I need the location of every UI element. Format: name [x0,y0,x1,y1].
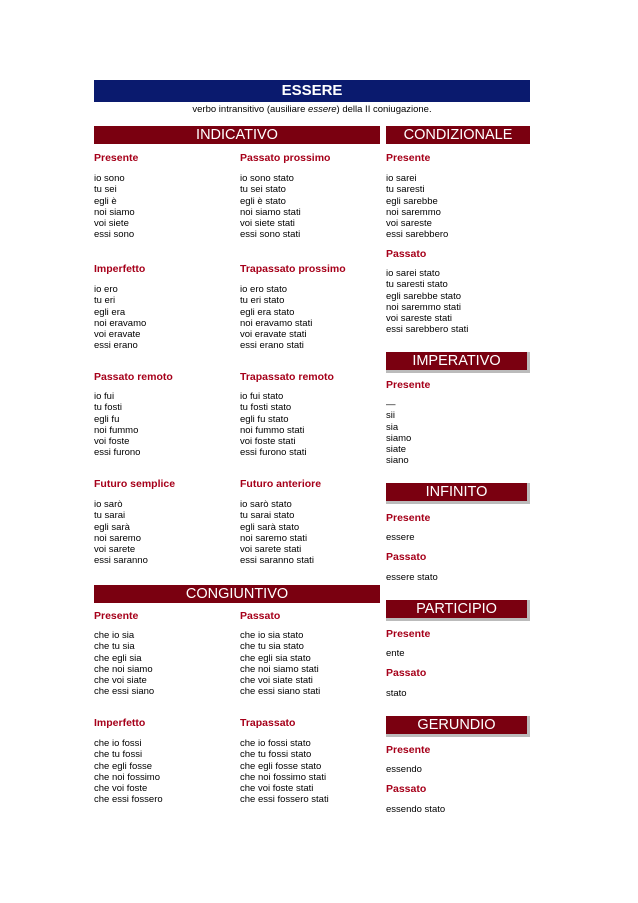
indicativo-passato-remoto-list [94,391,140,459]
conjugation-line: essi furono stati [240,447,307,459]
conjugation-line: tu eri [94,295,116,307]
conjugation-line: noi fummo [94,424,139,436]
indicativo-presente-title: Presente [94,152,139,164]
conjugation-line: che egli sia stato [240,652,311,664]
conjugation-line: essi saranno stati [240,555,314,567]
participio-passato-title: Passato [386,667,427,679]
conjugation-line: che voi foste [94,783,148,795]
indicativo-passato-prossimo-list [240,173,301,241]
congiuntivo-passato-title: Passato [240,610,281,622]
imperativo-presente-title: Presente [386,379,431,391]
conjugation-line: essi erano stati [240,340,304,352]
indicativo-passato-remoto-title: Passato remoto [94,371,173,383]
conjugation-line: noi saremo stati [240,532,308,544]
conjugation-line: noi saremmo [386,206,441,218]
conjugation-line: io sarei [386,173,417,184]
conjugation-line: voi sarete stati [240,544,302,556]
conjugation-line: voi sareste [386,218,432,230]
infinito-passato-title: Passato [386,551,427,563]
conjugation-line: che tu fossi [94,749,143,761]
page-title: ESSERE [94,80,530,102]
conjugation-line: io sarei stato [386,268,440,279]
participio-header: PARTICIPIO [386,600,530,621]
gerundio-presente-value: essendo [386,764,422,775]
conjugation-line: tu sei [94,184,117,196]
conjugation-line: che io fossi [94,738,142,749]
conjugation-line: essi sono stati [240,229,301,241]
indicativo-trapassato-prossimo-title: Trapassato prossimo [240,263,346,275]
conjugation-line: essi furono [94,447,141,459]
indicativo-trapassato-prossimo-list [240,284,312,352]
conjugation-line: tu sarai [94,510,126,522]
conjugation-line: che essi siano stati [240,686,321,698]
conjugation-line: che io fossi stato [240,738,311,749]
indicativo-trapassato-remoto-title: Trapassato remoto [240,371,334,383]
congiuntivo-imperfetto-list [94,738,163,806]
conjugation-line: egli è stato [240,195,286,207]
gerundio-passato-value: essendo stato [386,804,446,815]
conjugation-line: che noi fossimo stati [240,771,327,783]
congiuntivo-imperfetto-title: Imperfetto [94,717,146,729]
conjugation-line: essi sono [94,229,135,241]
conjugation-line: voi eravate [94,329,141,341]
gerundio-passato-title: Passato [386,783,427,795]
conjugation-line: voi foste stati [240,436,296,448]
conjugation-line: io ero stato [240,284,287,295]
conjugation-line: egli sarà [94,521,130,533]
indicativo-trapassato-remoto-list [240,391,307,459]
conjugation-line: egli era stato [240,306,295,318]
condizionale-presente-list [386,173,448,241]
indicativo-header: INDICATIVO [94,126,380,144]
conjugation-line: voi eravate stati [240,329,307,341]
conjugation-line: tu saresti [386,184,425,196]
conjugation-line: che io sia [94,630,135,641]
conjugation-line: che essi siano [94,686,155,698]
conjugation-line: egli fu stato [240,413,289,425]
condizionale-presente-title: Presente [386,152,431,164]
conjugation-line: noi saremo [94,532,141,544]
conjugation-line: voi foste [94,436,130,448]
conjugation-line: io fui [94,391,115,402]
infinito-presente-value: essere [386,532,415,543]
conjugation-line: essi erano [94,340,138,352]
participio-presente-title: Presente [386,628,431,640]
subtitle: verbo intransitivo (ausiliare essere) della II coniugazione. [192,104,432,115]
congiuntivo-passato-list [240,630,320,698]
indicativo-presente-list [94,173,135,241]
indicativo-imperfetto-list [94,284,146,352]
congiuntivo-presente-list [94,630,154,698]
conjugation-line: tu sarai stato [240,510,295,522]
conjugation-line: essi saranno [94,555,148,567]
congiuntivo-trapassato-list [240,738,329,806]
conjugation-line: io ero [94,284,118,295]
conjugation-line: essi sarebbero [386,229,449,241]
conjugation-line: sii [386,410,395,422]
conjugation-line: noi siamo stati [240,206,301,218]
conjugation-line: che tu sia stato [240,641,304,653]
conjugation-line: egli fu [94,413,120,425]
conjugation-line: tu fosti [94,402,122,414]
conjugation-line: che tu sia [94,641,135,653]
condizionale-passato-title: Passato [386,248,427,260]
conjugation-line: tu saresti stato [386,279,448,291]
conjugation-line: che voi siate [94,675,147,687]
conjugation-line: voi sarete [94,544,136,556]
conjugation-line: che essi fossero [94,794,163,806]
conjugation-line: noi siamo [94,206,135,218]
indicativo-futuro-anteriore-title: Futuro anteriore [240,478,322,490]
conjugation-line: tu sei stato [240,184,286,196]
participio-presente-value: ente [386,648,405,659]
conjugation-line: tu eri stato [240,295,285,307]
conjugation-line: egli sarebbe stato [386,290,461,302]
congiuntivo-header: CONGIUNTIVO [94,585,380,603]
conjugation-line: che egli fosse [94,760,153,772]
conjugation-line: egli era [94,306,126,318]
conjugation-line: che egli fosse stato [240,760,322,772]
conjugation-line: sia [386,421,399,433]
conjugation-line: essi sarebbero stati [386,324,469,336]
conjugation-line: noi eravamo [94,317,147,329]
conjugation-line: — [386,399,396,410]
congiuntivo-trapassato-title: Trapassato [240,717,296,729]
conjugation-line: che essi fossero stati [240,794,329,806]
indicativo-futuro-semplice-list [94,499,148,567]
conjugation-line: che noi siamo stati [240,663,319,675]
gerundio-presente-title: Presente [386,744,431,756]
conjugation-line: voi siete stati [240,218,295,230]
infinito-passato-value: essere stato [386,572,438,583]
conjugation-line: egli sarebbe [386,195,438,207]
conjugation-line: io sarò [94,499,123,510]
conjugation-line: io sono [94,173,125,184]
condizionale-passato-list [386,268,468,336]
indicativo-passato-prossimo-title: Passato prossimo [240,152,331,164]
infinito-header: INFINITO [386,483,530,504]
conjugation-line: siamo [386,432,412,444]
conjugation-line: che tu fossi stato [240,749,312,761]
participio-passato-value: stato [386,688,407,699]
conjugation-line: io sono stato [240,173,294,184]
conjugation-line: egli è [94,195,117,207]
conjugation-line: io fui stato [240,391,284,402]
imperativo-presente-list [386,399,411,467]
conjugation-line: che noi siamo [94,663,153,675]
infinito-presente-title: Presente [386,512,431,524]
conjugation-line: voi siete [94,218,129,230]
conjugation-line: siate [386,444,407,456]
conjugation-line: che noi fossimo [94,771,161,783]
congiuntivo-presente-title: Presente [94,610,139,622]
conjugation-line: noi eravamo stati [240,317,313,329]
indicativo-futuro-anteriore-list [240,499,314,567]
conjugation-line: io sarò stato [240,499,292,510]
gerundio-header: GERUNDIO [386,716,530,737]
conjugation-line: siano [386,455,409,467]
conjugation-line: tu fosti stato [240,402,292,414]
conjugation-line: che io sia stato [240,630,304,641]
indicativo-imperfetto-title: Imperfetto [94,263,146,275]
imperativo-header: IMPERATIVO [386,352,530,373]
conjugation-line: noi saremmo stati [386,301,461,313]
indicativo-futuro-semplice-title: Futuro semplice [94,478,176,490]
conjugation-line: che voi foste stati [240,783,314,795]
conjugation-line: egli sarà stato [240,521,300,533]
conjugation-line: che voi siate stati [240,675,313,687]
condizionale-header: CONDIZIONALE [386,126,530,144]
conjugation-line: noi fummo stati [240,424,305,436]
conjugation-line: che egli sia [94,652,142,664]
conjugation-line: voi sareste stati [386,313,452,325]
